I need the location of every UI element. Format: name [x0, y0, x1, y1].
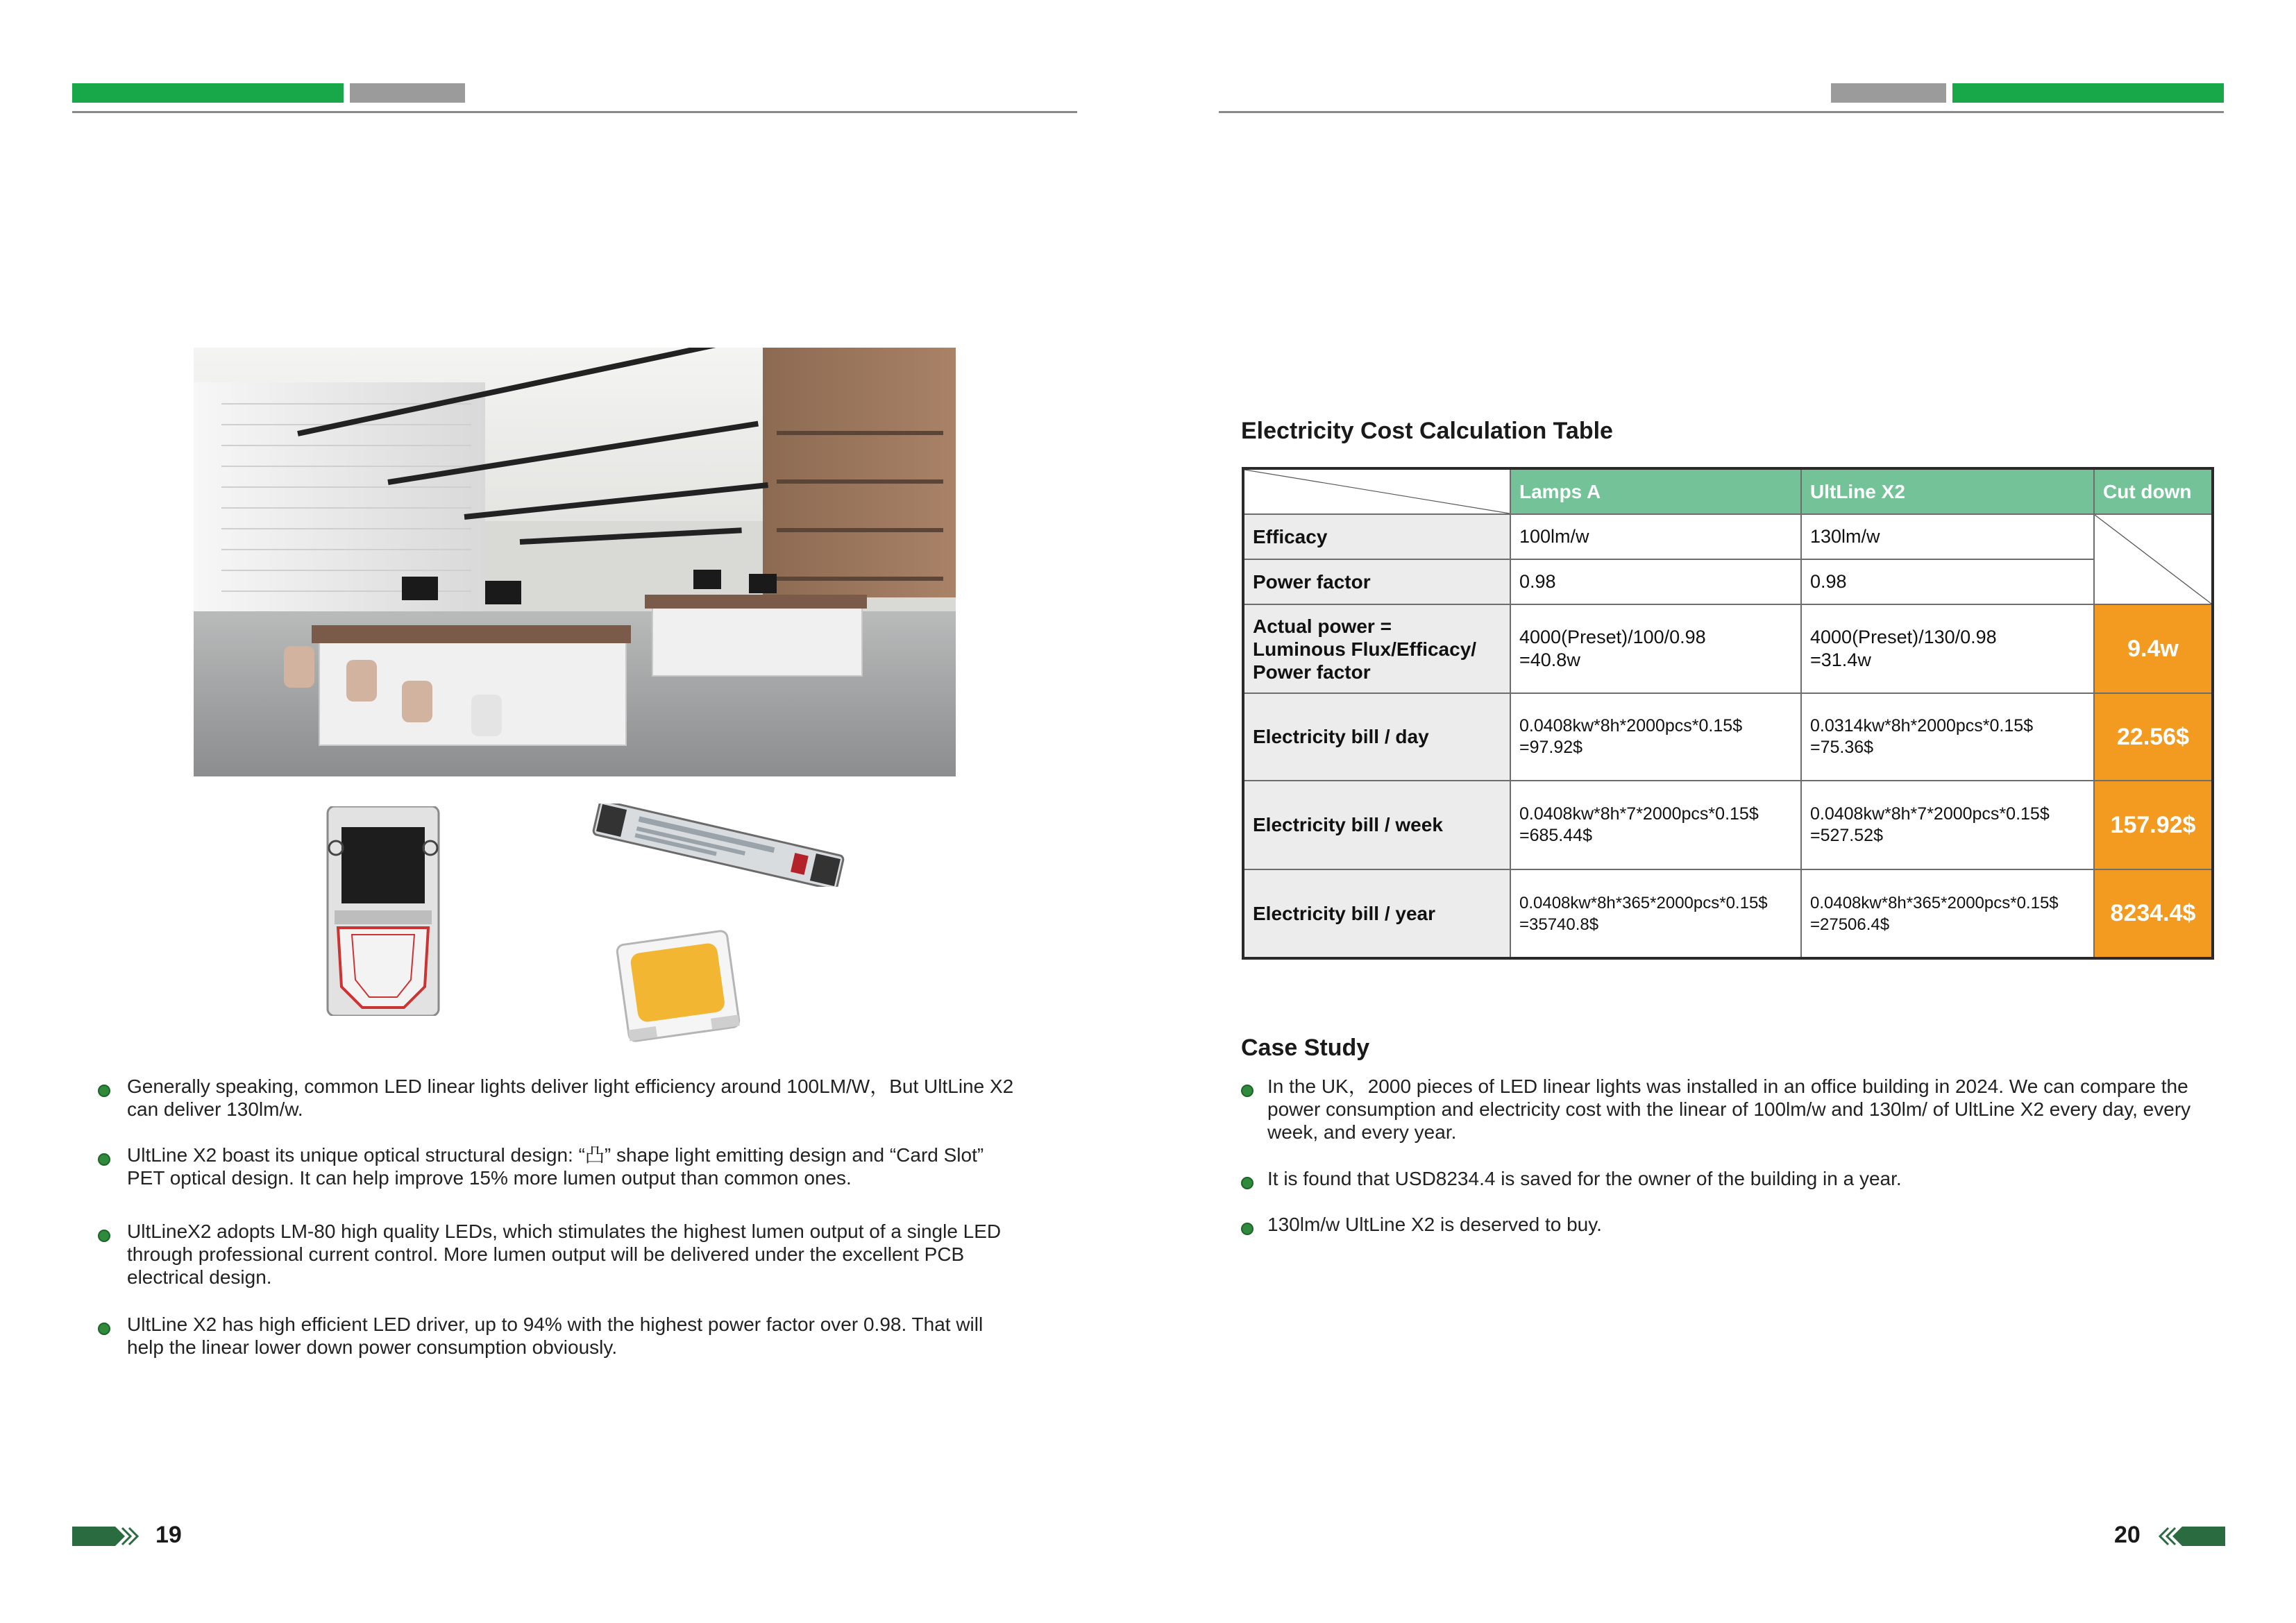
cell-lamps-a-efficacy: 100lm/w [1510, 514, 1801, 559]
cut-down-bill-week: 157.92$ [2094, 781, 2213, 869]
header-gray-bar-left [350, 83, 465, 103]
header-gray-bar-right [1831, 83, 1946, 103]
table-title: Electricity Cost Calculation Table [1241, 418, 1613, 444]
row-label-actual-power: Actual power = Luminous Flux/Efficacy/ Power factor [1243, 604, 1510, 693]
bullet-icon [1241, 1085, 1253, 1097]
cell-lamps-a-actual-power: 4000(Preset)/100/0.98 =40.8w [1510, 604, 1801, 693]
case-bullet-1: In the UK，2000 pieces of LED linear lights was installed in an office building in 2024. We can compare the power consumption and electricity cost with the linear of 100lm/w and 130lm/ of UltLine X2 every day, every week, and every year. [1267, 1076, 2191, 1143]
header-accent-bar-left [72, 83, 344, 103]
cell-lamps-a-bill-week: 0.0408kw*8h*7*2000pcs*0.15$ =685.44$ [1510, 781, 1801, 869]
cut-down-bill-year: 8234.4$ [2094, 869, 2213, 958]
row-label-power-factor: Power factor [1243, 559, 1510, 604]
bullet-icon [1241, 1177, 1253, 1189]
cut-down-bill-day: 22.56$ [2094, 693, 2213, 781]
column-header-ultline-x2: UltLine X2 [1801, 468, 2094, 514]
header-rule-right [1219, 111, 2224, 113]
feature-bullet-3: UltLineX2 adopts LM-80 high quality LEDs, which stimulates the highest lumen output of a single LED through professional current control. More lumen output will be delivered under the excellent PCB electrical design. [127, 1221, 1002, 1288]
header-accent-bar-right [1952, 83, 2224, 103]
led-driver-image [586, 804, 850, 887]
row-label-efficacy: Efficacy [1243, 514, 1510, 559]
column-header-lamps-a: Lamps A [1510, 468, 1801, 514]
page-number-right: 20 [2114, 1522, 2141, 1548]
table-corner-cell [1243, 468, 1510, 514]
bullet-icon [98, 1153, 110, 1166]
feature-bullet-4: UltLine X2 has high efficient LED driver, up to 94% with the highest power factor over 0.98. That will help the linear lower down power consumption obviously. [127, 1314, 984, 1358]
cell-lamps-a-power-factor: 0.98 [1510, 559, 1801, 604]
cell-ultline-actual-power: 4000(Preset)/130/0.98 =31.4w [1801, 604, 2094, 693]
page-number-left: 19 [155, 1522, 182, 1548]
bullet-icon [98, 1323, 110, 1335]
arrow-right-icon [72, 1527, 142, 1546]
arrow-left-icon [2156, 1527, 2225, 1546]
profile-cross-section-image [321, 806, 446, 1016]
feature-bullet-1: Generally speaking, common LED linear lights deliver light efficiency around 100LM/W，But UltLine X2 can deliver 130lm/w. [127, 1076, 1014, 1120]
row-label-bill-year: Electricity bill / year [1243, 869, 1510, 958]
cut-down-empty-cell [2094, 514, 2213, 604]
bullet-icon [98, 1230, 110, 1242]
cell-ultline-power-factor: 0.98 [1801, 559, 2094, 604]
cut-down-actual-power: 9.4w [2094, 604, 2213, 693]
cell-ultline-bill-week: 0.0408kw*8h*7*2000pcs*0.15$ =527.52$ [1801, 781, 2094, 869]
bullet-icon [98, 1085, 110, 1097]
feature-bullet-2: UltLine X2 boast its unique optical structural design: “凸” shape light emitting design and “Card Slot” PET optical design. It can help improve 15% more lumen output than common ones. [127, 1144, 984, 1189]
cell-lamps-a-bill-day: 0.0408kw*8h*2000pcs*0.15$ =97.92$ [1510, 693, 1801, 781]
case-study-title: Case Study [1241, 1035, 1370, 1061]
led-chip-image [612, 927, 744, 1045]
cell-lamps-a-bill-year: 0.0408kw*8h*365*2000pcs*0.15$ =35740.8$ [1510, 869, 1801, 958]
header-rule-left [72, 111, 1077, 113]
row-label-bill-week: Electricity bill / week [1243, 781, 1510, 869]
bullet-icon [1241, 1223, 1253, 1235]
cell-ultline-efficacy: 130lm/w [1801, 514, 2094, 559]
row-label-bill-day: Electricity bill / day [1243, 693, 1510, 781]
case-bullet-3: 130lm/w UltLine X2 is deserved to buy. [1267, 1214, 1602, 1235]
case-bullet-2: It is found that USD8234.4 is saved for the owner of the building in a year. [1267, 1168, 1902, 1189]
cell-ultline-bill-day: 0.0314kw*8h*2000pcs*0.15$ =75.36$ [1801, 693, 2094, 781]
column-header-cut-down: Cut down [2094, 468, 2213, 514]
office-interior-photo [194, 348, 956, 776]
cell-ultline-bill-year: 0.0408kw*8h*365*2000pcs*0.15$ =27506.4$ [1801, 869, 2094, 958]
electricity-cost-table [1242, 467, 2214, 960]
